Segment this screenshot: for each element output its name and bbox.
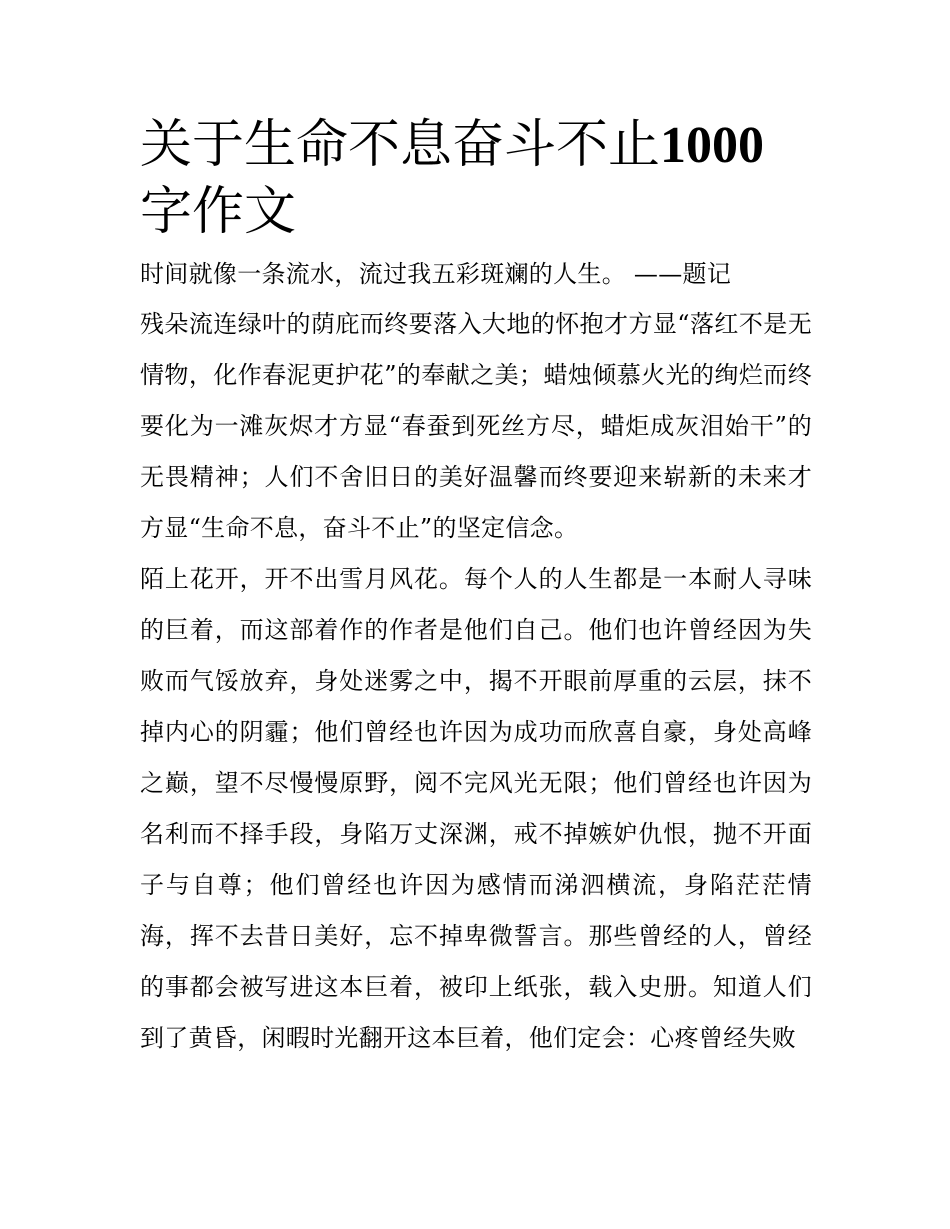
- title-suffix: 字作文: [140, 182, 297, 242]
- body-paragraph-2: 陌上花开，开不出雪月风花。每个人的人生都是一本耐人寻味的巨着，而这部着作的作者是他们自己。他们也许曾经因为失败而气馁放弃，身处迷雾之中，揭不开眼前厚重的云层，抹不掉内心的阴霾；他们曾经也许因为成功而欣喜自豪，身处高峰之巅，望不尽慢慢原野，阅不完风光无限；他们曾经也许因为名利而不择手段，身陷万丈深渊，戒不掉嫉妒仇恨，抛不开面子与自尊；他们曾经也许因为感情而涕泗横流，身陷茫茫情海，挥不去昔日美好，忘不掉卑微誓言。那些曾经的人，曾经的事都会被写进这本巨着，被印上纸张，载入史册。知道人们到了黄昏，闲暇时光翻开这本巨着，他们定会：心疼曾经失败: [140, 565, 812, 1052]
- title-prefix: 关于生命不息奋斗不止: [140, 115, 661, 175]
- document-content: [140, 112, 812, 1064]
- body-paragraph-1: 残朵流连绿叶的荫庇而终要落入大地的怀抱才方显“落红不是无情物，化作春泥更护花”的奉献之美；蜡烛倾慕火光的绚烂而终要化为一滩灰烬才方显“春蚕到死丝方尽，蜡炬成灰泪始干”的无畏精神；人们不舍旧日的美好温馨而终要迎来崭新的未来才方显“生命不息，奋斗不止”的坚定信念。: [140, 310, 812, 542]
- epigraph-paragraph: 时间就像一条流水，流过我五彩斑斓的人生。 ——题记: [140, 260, 732, 288]
- page-title: [140, 112, 812, 245]
- title-number: 1000: [660, 117, 765, 174]
